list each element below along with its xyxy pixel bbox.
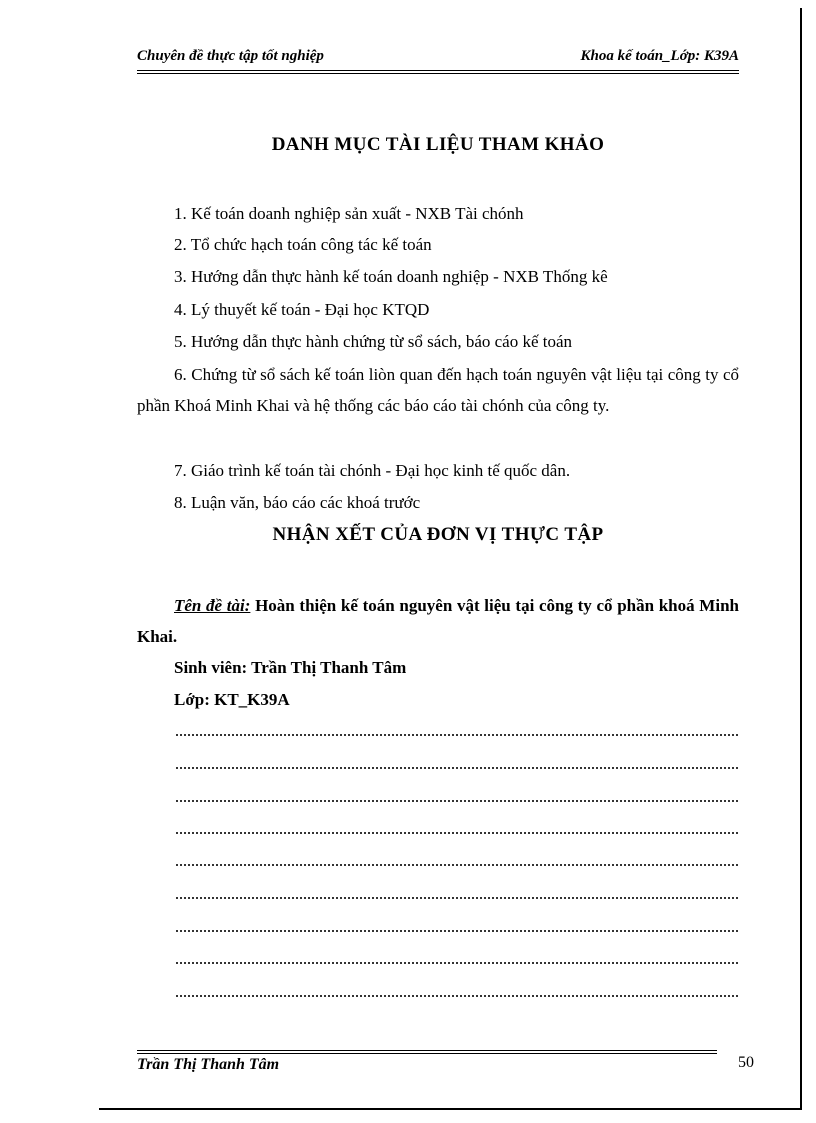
blank-line bbox=[176, 897, 738, 899]
footer-rule bbox=[137, 1050, 717, 1051]
blank-line bbox=[176, 930, 738, 932]
reference-item: 5. Hướng dẫn thực hành chứng từ sổ sách, báo cáo kế toán bbox=[174, 332, 573, 351]
references-title: DANH MỤC TÀI LIỆU THAM KHẢO bbox=[271, 134, 605, 155]
evaluation-title: NHẬN XẾT CỦA ĐƠN VỊ THỰC TẬP bbox=[272, 524, 604, 545]
footer-rule-second bbox=[137, 1053, 717, 1054]
header-rule-second bbox=[137, 73, 739, 74]
student-name: Sinh viên: Trần Thị Thanh Tâm bbox=[174, 658, 407, 677]
reference-item: 7. Giáo trình kế toán tài chónh - Đại học kinh tế quốc dân. bbox=[174, 461, 571, 480]
header-left: Chuyên đề thực tập tốt nghiệp bbox=[137, 48, 324, 64]
blank-line bbox=[176, 962, 738, 964]
header-right: Khoa kế toán_Lớp: K39A bbox=[580, 48, 739, 64]
page-number: 50 bbox=[738, 1054, 754, 1071]
reference-item-long: 6. Chứng từ sổ sách kế toán liòn quan đến hạch toán nguyên vật liệu tại công ty cổ phần Khoá Minh Khai và hệ thống các báo cáo tài chónh của công ty. bbox=[137, 365, 739, 415]
blank-line bbox=[176, 800, 738, 802]
reference-item: 8. Luận văn, báo cáo các khoá trước bbox=[174, 493, 421, 512]
topic-paragraph bbox=[137, 590, 739, 652]
reference-item: 4. Lý thuyết kế toán - Đại học KTQD bbox=[174, 300, 430, 319]
blank-line bbox=[176, 767, 738, 769]
footer-author: Trần Thị Thanh Tâm bbox=[137, 1056, 280, 1073]
blank-line bbox=[176, 864, 738, 866]
reference-item: 3. Hướng dẫn thực hành kế toán doanh nghiệp - NXB Thống kê bbox=[174, 267, 608, 286]
header-rule bbox=[137, 70, 739, 71]
blank-line bbox=[176, 832, 738, 834]
reference-item: 2. Tổ chức hạch toán công tác kế toán bbox=[174, 235, 432, 254]
page-header bbox=[137, 48, 739, 70]
student-class: Lớp: KT_K39A bbox=[174, 690, 290, 709]
reference-item: 1. Kế toán doanh nghiệp sản xuất - NXB Tài chónh bbox=[174, 204, 524, 223]
topic-label: Tên đề tài: bbox=[174, 596, 251, 615]
blank-line bbox=[176, 734, 738, 736]
page-border-shadow bbox=[99, 8, 802, 1110]
topic-text: Hoàn thiện kế toán nguyên vật liệu tại công ty cổ phần khoá Minh Khai. bbox=[137, 596, 739, 646]
blank-line bbox=[176, 995, 738, 997]
